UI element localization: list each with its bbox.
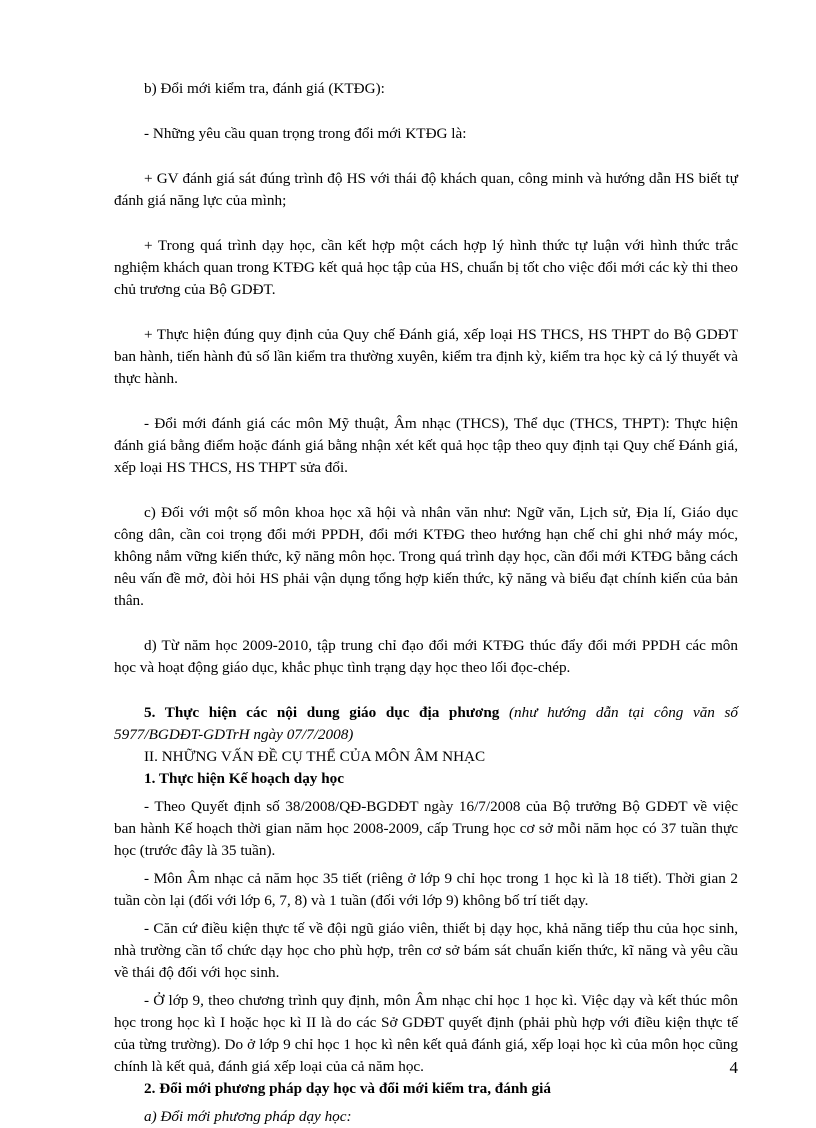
paragraph-plan-4: - Ở lớp 9, theo chương trình quy định, môn Âm nhạc chỉ học 1 học kì. Việc dạy và kết thúc môn học trong học kì I hoặc học kì II là do các Sở GDĐT quyết định (phải phù hợp với điều kiện thực tế của từng trường). Do ở lớp 9 chỉ học 1 học kì nên kết quả đánh giá, xếp loại học kì của môn học cũng chính là kết quả, đánh giá xếp loại của cả năm học.	[114, 992, 738, 1075]
paragraph-requirement-2: + Trong quá trình dạy học, cần kết hợp một cách hợp lý hình thức tự luận với hình thức trắc nghiệm khách quan trong KTĐG kết quả học tập của HS, chuẩn bị tốt cho việc đổi mới các kỳ thi theo chủ trương của Bộ GDĐT.	[114, 237, 738, 298]
paragraph-plan-1: - Theo Quyết định số 38/2008/QĐ-BGDĐT ngày 16/7/2008 của Bộ trưởng Bộ GDĐT về việc ban hành Kế hoạch thời gian năm học 2008-2009, cấp Trung học cơ sở mỗi năm học có 37 tuần thực học (trước đây là 35 tuần).	[114, 798, 738, 859]
paragraph-a-title: a) Đổi mới phương pháp dạy học:	[144, 1108, 352, 1125]
section-5-title: 5. Thực hiện các nội dung giáo dục địa phương	[144, 704, 500, 721]
paragraph-plan-3: - Căn cứ điều kiện thực tế về đội ngũ giáo viên, thiết bị dạy học, khả năng tiếp thu của học sinh, nhà trường cần tổ chức dạy học cho phù hợp, trên cơ sở bám sát chuẩn kiến thức, kĩ năng và yêu cầu về thái độ đối với học sinh.	[114, 920, 738, 981]
page-number: 4	[729, 1058, 738, 1077]
heading-1-plan: 1. Thực hiện Kế hoạch dạy học	[144, 770, 344, 787]
paragraph-requirement-3: + Thực hiện đúng quy định của Quy chế Đánh giá, xếp loại HS THCS, HS THPT do Bộ GDĐT ban hành, tiến hành đủ số lần kiểm tra thường xuyên, kiểm tra định kỳ, kiểm tra học kỳ cả lý thuyết và thực hành.	[114, 326, 738, 387]
page-body	[114, 78, 738, 1128]
paragraph-section-5	[114, 702, 738, 746]
section-II-heading: II. NHỮNG VẤN ĐỀ CỤ THỂ CỦA MÔN ÂM NHẠC	[144, 748, 486, 765]
paragraph-c-social-sciences: c) Đối với một số môn khoa học xã hội và nhân văn như: Ngữ văn, Lịch sử, Địa lí, Giáo dục công dân, cần coi trọng đổi mới PPDH, đổi mới KTĐG theo hướng hạn chế chỉ ghi nhớ máy móc, không nắm vững kiến thức, kỹ năng môn học. Trong quá trình dạy học, cần đổi mới KTĐG bằng cách nêu vấn đề mở, đòi hỏi HS phải vận dụng tổng hợp kiến thức, kỹ năng và biểu đạt chính kiến của bản thân.	[114, 504, 738, 609]
paragraph-arts-evaluation: - Đổi mới đánh giá các môn Mỹ thuật, Âm nhạc (THCS), Thể dục (THCS, THPT): Thực hiện đánh giá bằng điểm hoặc đánh giá bằng nhận xét kết quả học tập theo quy định tại Quy chế Đánh giá, xếp loại HS THCS, HS THPT sửa đổi.	[114, 415, 738, 476]
section-5-reference: (như hướng dẫn tại công văn số 5977/BGDĐT-GDTrH ngày 07/7/2008)	[114, 704, 738, 743]
heading-2-methods: 2. Đổi mới phương pháp dạy học và đổi mới kiểm tra, đánh giá	[144, 1080, 551, 1097]
paragraph-d-school-year: d) Từ năm học 2009-2010, tập trung chỉ đạo đổi mới KTĐG thúc đẩy đổi mới PPDH các môn học và hoạt động giáo dục, khắc phục tình trạng dạy học theo lối đọc-chép.	[114, 637, 738, 676]
paragraph-b-title: b) Đổi mới kiểm tra, đánh giá (KTĐG):	[144, 80, 385, 97]
paragraph-requirements-intro: - Những yêu cầu quan trọng trong đổi mới KTĐG là:	[144, 125, 467, 142]
paragraph-requirement-1: + GV đánh giá sát đúng trình độ HS với thái độ khách quan, công minh và hướng dẫn HS biết tự đánh giá năng lực của mình;	[114, 170, 738, 209]
paragraph-plan-2: - Môn Âm nhạc cả năm học 35 tiết (riêng ở lớp 9 chỉ học trong 1 học kì là 18 tiết). Thời gian 2 tuần còn lại (đối với lớp 6, 7, 8) và 1 tuần (đối với lớp 9) không bố trí tiết dạy.	[114, 870, 738, 909]
